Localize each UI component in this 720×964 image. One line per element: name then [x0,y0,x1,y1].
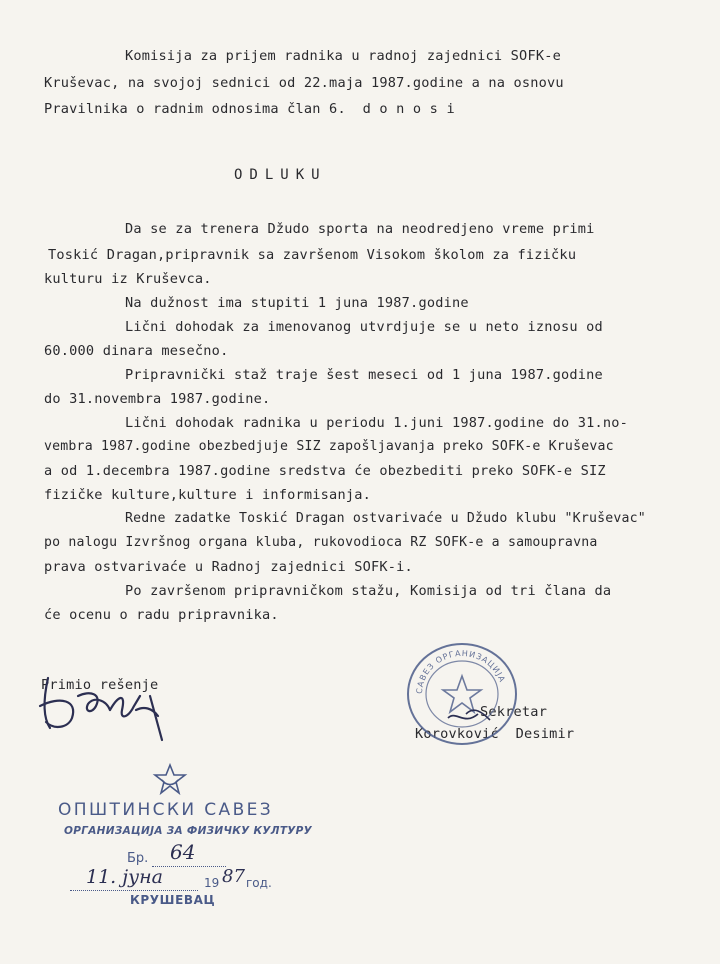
body-line: Da se za trenera Džudo sporta na neodredjeno vreme primi [125,221,595,237]
body-line: po nalogu Izvršnog organa kluba, rukovodioca RZ SOFK-e a samoupravna [44,535,598,550]
intro-line-2: Kruševac, na svojoj sednici od 22.maja 1987.godine a na osnovu [44,75,564,91]
stamp-number-underline [152,866,226,867]
stamp-date-underline [70,890,198,891]
body-line: Lični dohodak radnika u periodu 1.juni 1987.godine do 31.no- [125,415,629,431]
stamp-year-suffix: год. [246,876,272,890]
body-line: 60.000 dinara mesečno. [44,343,229,359]
body-line: prava ostvarivaće u Radnoj zajednici SOFK-i. [44,559,413,575]
stamp-year-prefix: 19 [204,876,220,890]
secretary-name: Korovković Desimir [415,726,575,742]
body-line: vembra 1987.godine obezbedjuje SIZ zapošljavanja preko SOFK-e Kruševac [44,439,614,454]
stamp-number-value: 64 [170,840,196,864]
document-heading: ODLUKU [234,167,327,183]
body-line: Po završenom pripravničkom stažu, Komisija od tri člana da [125,583,612,599]
body-line: Na dužnost ima stupiti 1 juna 1987.godine [125,295,469,311]
received-label: Primio rešenje [41,677,159,693]
intro-line-1: Komisija za prijem radnika u radnoj zajednici SOFK-e [125,48,561,64]
stamp-org-line-2: ОРГАНИЗАЦИЈА ЗА ФИЗИЧКУ КУЛТУРУ [64,825,313,837]
body-line: do 31.novembra 1987.godine. [44,391,271,407]
body-line: Redne zadatke Toskić Dragan ostvarivaće u Džudo klubu "Kruševac" [125,511,646,526]
round-seal-stamp [404,640,520,748]
stamp-number-label: Бр. [127,851,149,866]
svg-text:САВЕЗ ОРГАНИЗАЦИЈА: САВЕЗ ОРГАНИЗАЦИЈА [414,648,507,695]
stamp-org-line-1: ОПШТИНСКИ САВЕЗ [58,800,274,820]
stamp-year-value: 87 [222,866,245,887]
body-line: kulturu iz Kruševca. [44,271,212,287]
body-line: a od 1.decembra 1987.godine sredstva će obezbediti preko SOFK-e SIZ [44,463,606,479]
star-emblem-icon [150,762,190,796]
body-line: fizičke kulture,kulture i informisanja. [44,487,371,503]
stamp-date-value: 11. јуна [86,866,164,888]
recipient-signature [30,666,170,746]
body-line: Lični dohodak za imenovanog utvrdjuje se u neto iznosu od [125,319,603,335]
body-line: Pripravnički staž traje šest meseci od 1 juna 1987.godine [125,367,603,383]
intro-line-3: Pravilnika o radnim odnosima član 6. d o n o s i [44,101,455,117]
secretary-title: Sekretar [480,704,548,720]
body-line: će ocenu o radu pripravnika. [44,607,279,623]
body-line: Toskić Dragan,pripravnik sa završenom Visokom školom za fizičku [48,247,577,263]
stamp-city: КРУШЕВАЦ [130,893,216,907]
